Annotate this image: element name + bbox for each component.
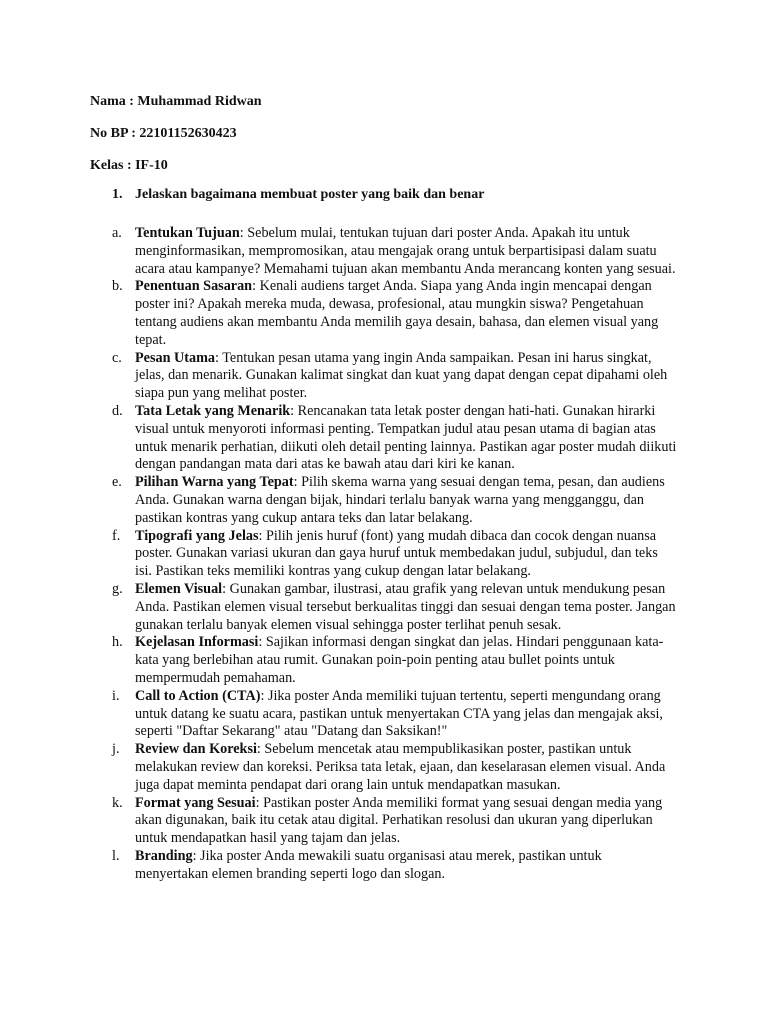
item-body: : Sebelum mencetak atau mempublikasikan poster, pastikan untuk melakukan review dan koreksi. Periksa tata letak, ejaan, dan keselarasan elemen visual. Anda juga dapat meminta pendapat dari orang lain untuk mendapatkan masukan. bbox=[135, 741, 666, 793]
list-item bbox=[112, 581, 678, 634]
student-name: Nama : Muhammad Ridwan bbox=[90, 94, 262, 109]
item-marker: d. bbox=[112, 402, 123, 419]
item-title: Elemen Visual bbox=[135, 580, 223, 597]
item-title: Tipografi yang Jelas bbox=[135, 527, 259, 544]
item-title: Pilihan Warna yang Tepat bbox=[135, 474, 294, 491]
item-title: Kejelasan Informasi bbox=[135, 634, 259, 651]
list-item bbox=[112, 225, 678, 278]
item-marker: j. bbox=[112, 741, 120, 758]
item-body: : Jika poster Anda mewakili suatu organisasi atau merek, pastikan untuk menyertakan elemen branding seperti logo dan slogan. bbox=[135, 847, 602, 882]
list-item bbox=[112, 688, 678, 741]
item-body: : Pilih jenis huruf (font) yang mudah dibaca dan cocok dengan nuansa poster. Gunakan variasi ukuran dan gaya huruf untuk membedakan judul, subjudul, dan teks isi. Pastikan teks memiliki kontras yang cukup dengan latar belakang. bbox=[135, 527, 658, 580]
list-item bbox=[112, 474, 678, 527]
list-item bbox=[112, 848, 678, 884]
item-title: Format yang Sesuai bbox=[135, 794, 256, 811]
item-body: : Kenali audiens target Anda. Siapa yang Anda ingin mencapai dengan poster ini? Apakah mereka muda, dewasa, profesional, atau mungkin siswa? Pengetahuan tentang audiens akan membantu Anda memilih gaya desain, bahasa, dan elemen visual yang tepat. bbox=[135, 278, 659, 348]
item-marker: f. bbox=[112, 527, 121, 544]
item-body: : Sajikan informasi dengan singkat dan jelas. Hindari penggunaan kata-kata yang berlebihan atau rumit. Gunakan poin-poin penting atau bullet points untuk mempermudah pemahaman. bbox=[135, 634, 664, 686]
list-item bbox=[112, 528, 678, 581]
list-item bbox=[112, 403, 678, 474]
item-marker: g. bbox=[112, 580, 123, 597]
item-title: Tentukan Tujuan bbox=[135, 225, 240, 241]
question-heading bbox=[112, 186, 484, 204]
item-body: : Gunakan gambar, ilustrasi, atau grafik yang relevan untuk mendukung pesan Anda. Pastikan elemen visual tersebut berkualitas tinggi dan sesuai dengan tema poster. Jangan gunakan terlalu banyak elemen visual sehingga poster terlihat penuh sesak. bbox=[135, 580, 676, 633]
item-marker: l. bbox=[112, 847, 120, 864]
answer-list bbox=[112, 225, 678, 883]
list-item bbox=[112, 350, 678, 403]
item-title: Review dan Koreksi bbox=[135, 741, 257, 758]
item-body: : Sebelum mulai, tentukan tujuan dari poster Anda. Apakah itu untuk menginformasikan, mempromosikan, atau mengajak orang untuk berpartisipasi dalam suatu acara atau kampanye? Memahami tujuan akan membantu Anda merancang konten yang sesuai. bbox=[135, 225, 676, 277]
item-title: Tata Letak yang Menarik bbox=[135, 402, 291, 419]
item-marker: i. bbox=[112, 687, 120, 704]
list-item bbox=[112, 795, 678, 848]
list-item bbox=[112, 634, 678, 687]
item-body: : Pastikan poster Anda memiliki format yang sesuai dengan media yang akan digunakan, baik itu cetak atau digital. Perhatikan resolusi dan ukuran yang diperlukan untuk mendapatkan hasil yang tajam dan jelas. bbox=[135, 794, 663, 847]
item-marker: k. bbox=[112, 794, 123, 811]
item-title: Penentuan Sasaran bbox=[135, 278, 253, 295]
item-title: Pesan Utama bbox=[135, 349, 215, 366]
item-body: : Pilih skema warna yang sesuai dengan tema, pesan, dan audiens Anda. Gunakan warna dengan bijak, hindari terlalu banyak warna yang mengganggu, dan pastikan kontras yang cukup antara teks dan latar belakang. bbox=[135, 474, 665, 526]
item-body: : Jika poster Anda memiliki tujuan tertentu, seperti mengundang orang untuk datang ke suatu acara, pastikan untuk menyertakan CTA yang jelas dan mengajak aksi, seperti "Daftar Sekarang" atau "Datang dan Saksikan!" bbox=[135, 687, 663, 740]
item-marker: e. bbox=[112, 474, 122, 491]
item-body: : Tentukan pesan utama yang ingin Anda sampaikan. Pesan ini harus singkat, jelas, dan menarik. Gunakan kalimat singkat dan kuat yang dapat dengan cepat dipahami oleh siapa pun yang melihat poster. bbox=[135, 349, 668, 402]
item-marker: c. bbox=[112, 349, 122, 366]
item-marker: h. bbox=[112, 634, 123, 651]
list-item bbox=[112, 278, 678, 349]
list-item bbox=[112, 741, 678, 794]
item-marker: b. bbox=[112, 278, 123, 295]
item-body: : Rencanakan tata letak poster dengan hati-hati. Gunakan hirarki visual untuk menyoroti informasi penting. Tempatkan judul atau pesan utama di bagian atas untuk menarik perhatian, diikuti oleh detail penting lainnya. Pastikan agar poster mudah diikuti dengan pandangan mata dari atas ke bawah atau dari kiri ke kanan. bbox=[135, 402, 677, 473]
question-text: Jelaskan bagaimana membuat poster yang baik dan benar bbox=[135, 187, 485, 202]
student-class: Kelas : IF-10 bbox=[90, 158, 168, 173]
item-marker: a. bbox=[112, 225, 122, 241]
student-id: No BP : 22101152630423 bbox=[90, 126, 237, 141]
item-title: Call to Action (CTA) bbox=[135, 687, 261, 704]
question-number: 1. bbox=[112, 187, 123, 202]
item-title: Branding bbox=[135, 847, 193, 864]
